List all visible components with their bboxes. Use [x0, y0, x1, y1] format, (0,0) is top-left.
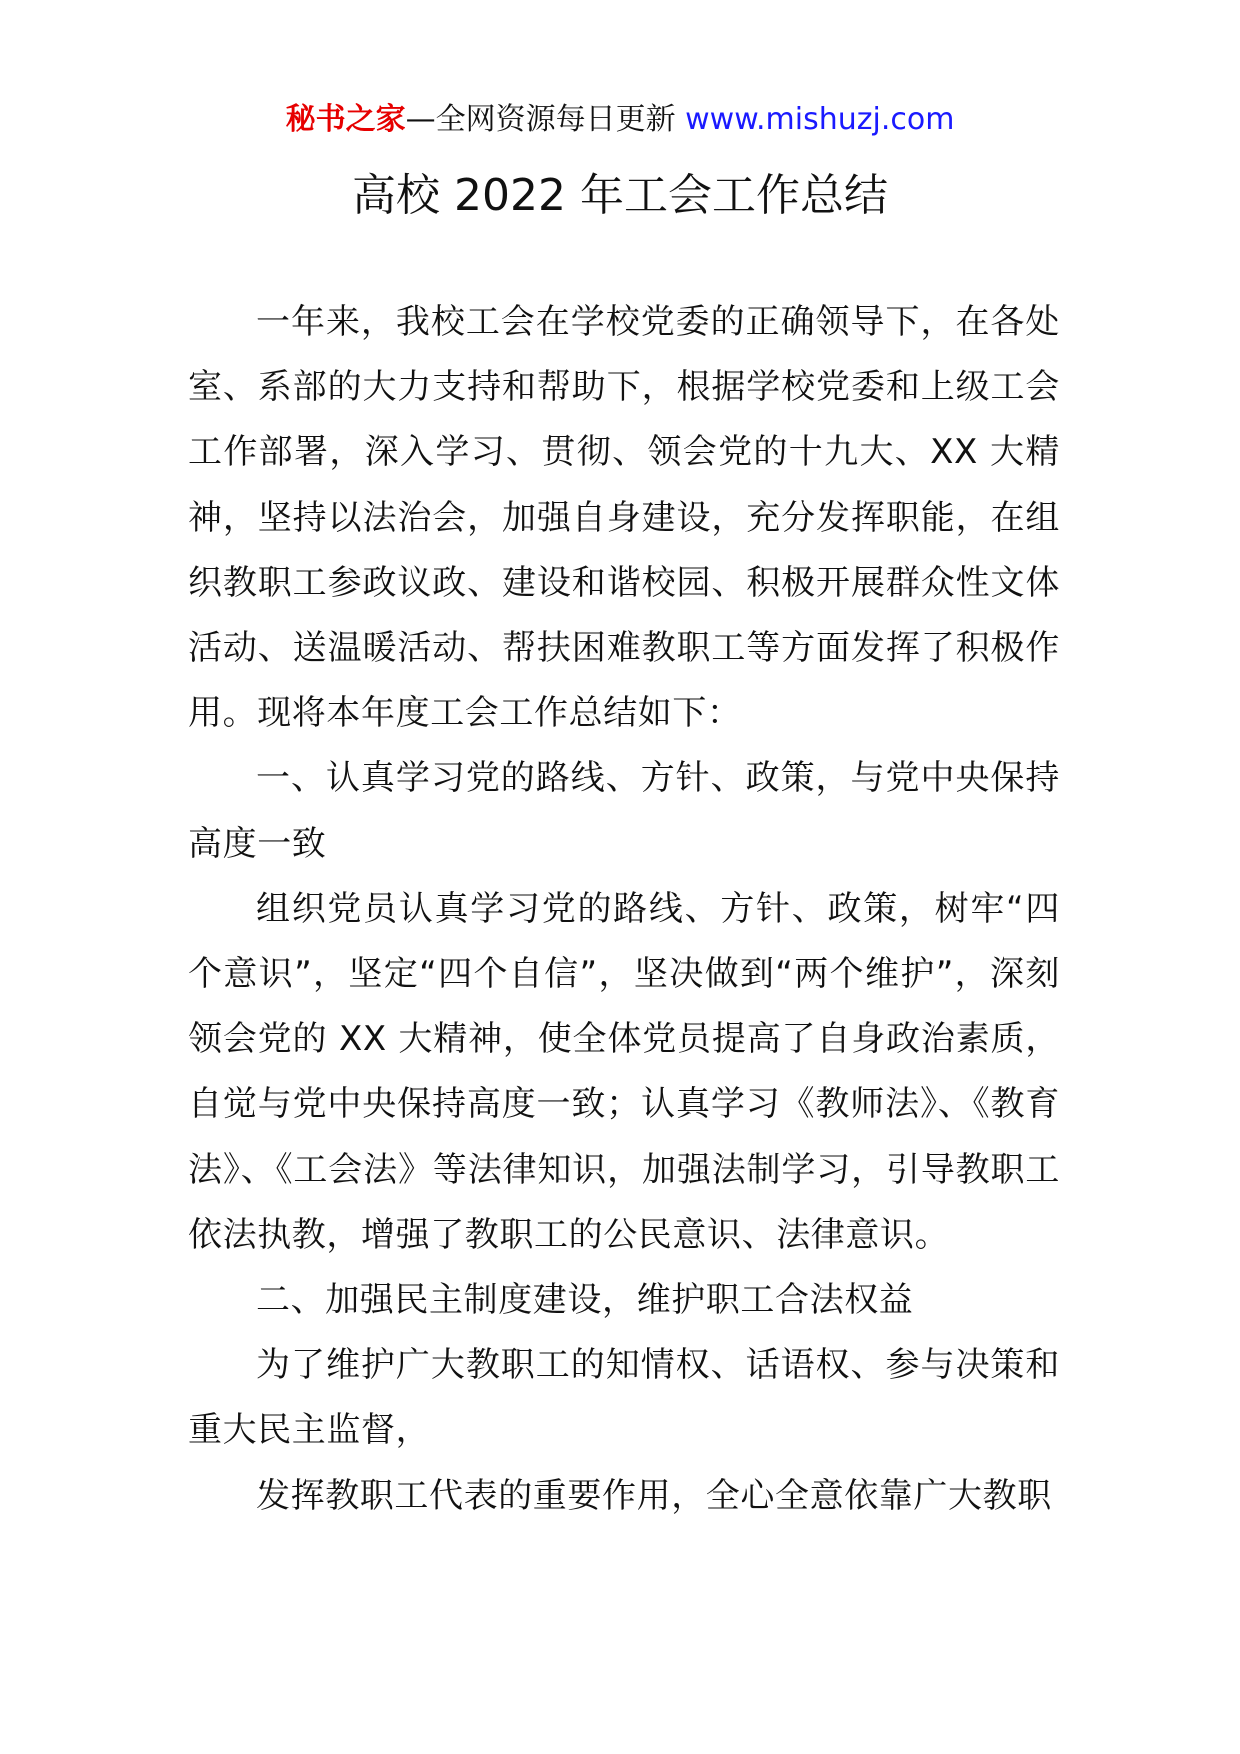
section-1-paragraph: 组织党员认真学习党的路线、方针、政策，树牢“四个意识”，坚定“四个自信”，坚决做到“两个维护”，深刻领会党的 XX 大精神，使全体党员提高了自身政治素质，自觉与党中央保持高度一致；认真学习《教师法》、《教育法》、《工会法》等法律知识，加强法制学习，引导教职工依法执教，增强了教职工的公民意识、法律意识。 — [188, 888, 1060, 1255]
section-2-paragraph-continued: 发挥教职工代表的重要作用，全心全意依靠广大教职 — [256, 1475, 1052, 1516]
document-body — [188, 290, 1060, 1529]
site-slogan: —全网资源每日更新 — [405, 102, 676, 137]
site-url-link[interactable]: www.mishuzj.com — [685, 102, 955, 137]
section-heading-1: 一、认真学习党的路线、方针、政策，与党中央保持高度一致 — [188, 758, 1060, 864]
intro-paragraph: 一年来，我校工会在学校党委的正确领导下，在各处室、系部的大力支持和帮助下，根据学校党委和上级工会工作部署，深入学习、贯彻、领会党的十九大、XX 大精神，坚持以法治会，加强自身建设，充分发挥职能，在组织教职工参政议政、建设和谐校园、积极开展群众性文体活动、送温暖活动、帮扶困难教职工等方面发挥了积极作用。现将本年度工会工作总结如下： — [188, 302, 1060, 734]
section-2-paragraph: 为了维护广大教职工的知情权、话语权、参与决策和重大民主监督， — [188, 1345, 1060, 1451]
site-header — [0, 100, 1240, 140]
site-brand: 秘书之家 — [285, 102, 406, 137]
section-heading-2: 二、加强民主制度建设，维护职工合法权益 — [256, 1280, 914, 1321]
document-title: 高校 2022 年工会工作总结 — [352, 170, 888, 221]
